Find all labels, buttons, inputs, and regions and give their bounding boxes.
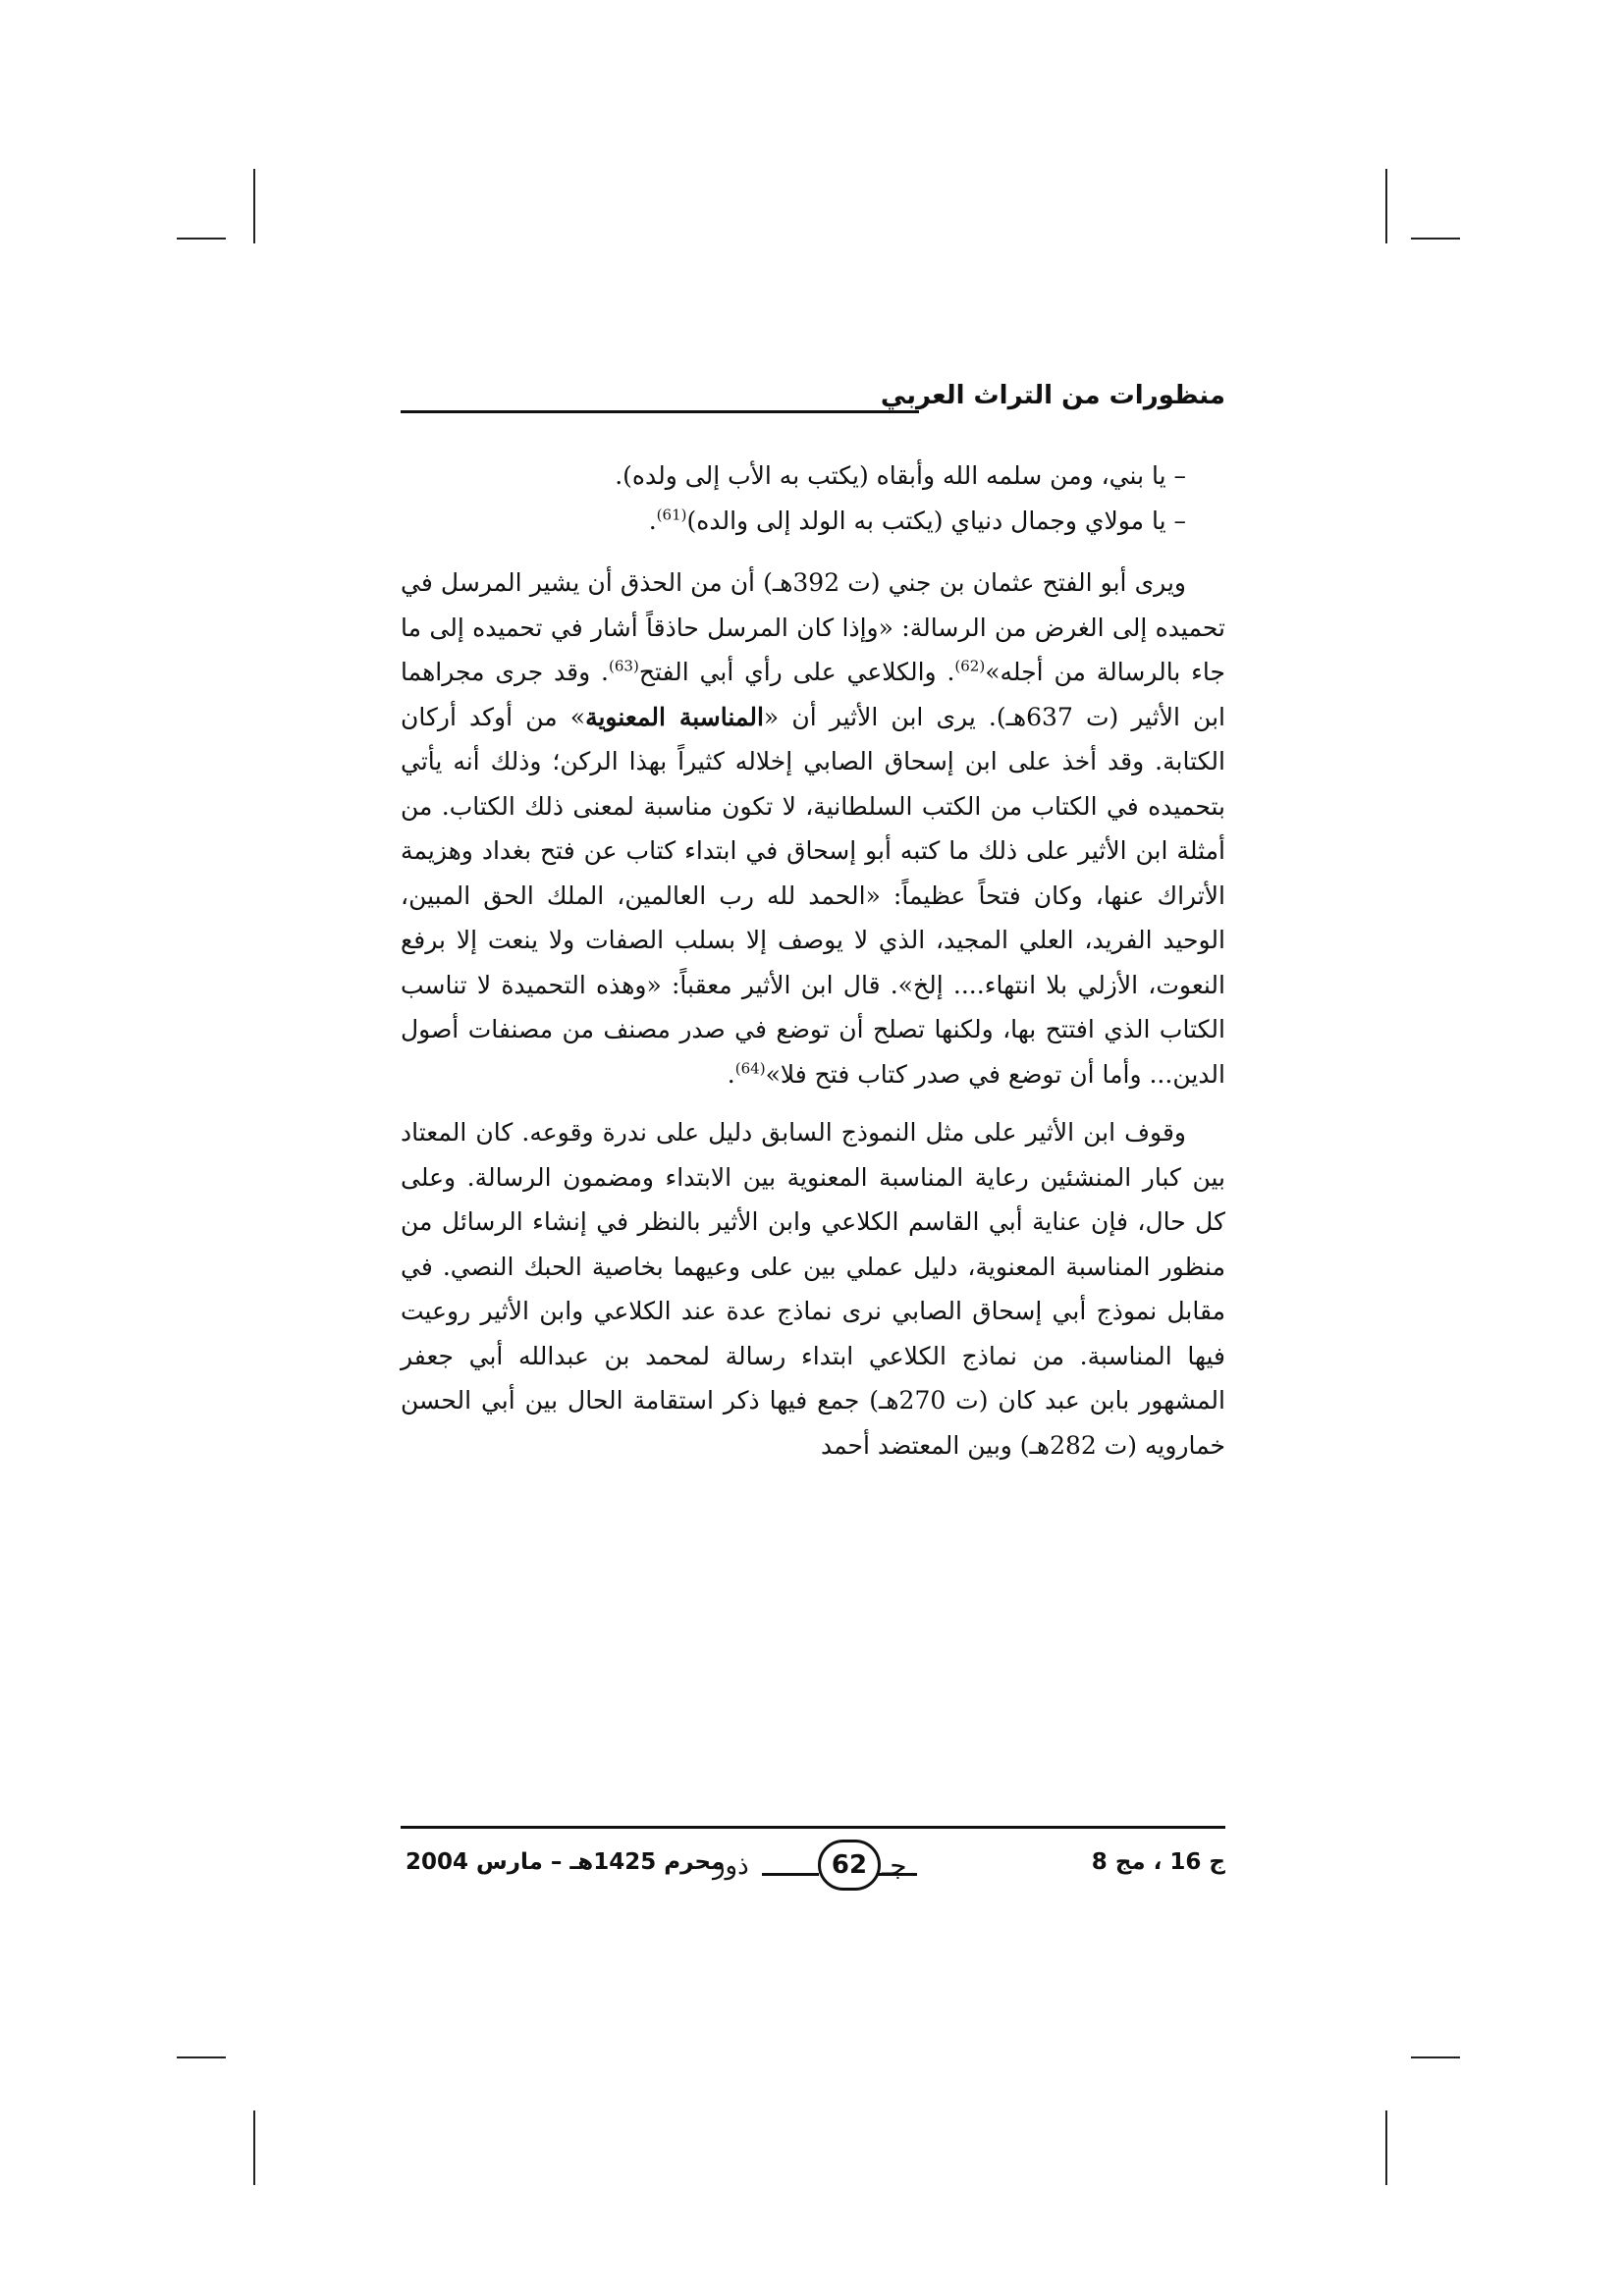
paragraph-1-part-2: . والكلاعي على رأي أبي الفتح xyxy=(638,658,955,686)
crop-mark-bottom-right-h xyxy=(1411,2056,1460,2058)
crop-mark-top-left xyxy=(253,169,255,243)
footer-logo-tail: ذور xyxy=(713,1851,749,1881)
footnote-ref-61: (61) xyxy=(656,506,687,524)
paragraph-1-part-1: ويرى أبو الفتح عثمان بن جني (ت 392هـ) أن من الحذق أن يشير المرسل في تحميده إلى الغرض من الرسالة: «وإذا كان المرسل حاذقاً أشار في تحميده إلى ما جاء بالرسالة من أجله» xyxy=(401,568,1225,686)
footnote-ref-64: (64) xyxy=(734,1059,766,1078)
footer-logo-head: جـ xyxy=(882,1849,907,1882)
crop-mark-bottom-left xyxy=(253,2110,255,2185)
body-text xyxy=(401,454,1225,1468)
paragraph-1-part-4: » من أوكد أركان الكتابة. وقد أخذ على ابن إسحاق الصابي إخلاله كثيراً بهذا الركن؛ وذلك أنه يأتي بتحميده في الكتاب من الكتب السلطانية، لا تكون مناسبة لمعنى ذلك الكتاب. من أمثلة ابن الأثير على ذلك ما كتبه أبو إسحاق في ابتداء كتاب عن فتح بغداد وهزيمة الأتراك عنها، وكان فتحاً عظيماً: «الحمد لله رب العالمين، الملك الحق المبين، الوحيد الفريد، العلي المجيد، الذي لا يوصف إلا بسلب الصفات ولا ينعت إلا برفع النعوت، الأزلي بلا انتهاء.... إلخ». قال ابن الأثير معقباً: «وهذه التحميدة لا تناسب الكتاب الذي افتتح بها، ولكنها تصلح أن توضع في صدر مصنف من مصنفات أصول الدين... وأما أن توضع في صدر كتاب فتح فلا» xyxy=(401,702,1225,1089)
paragraph-1 xyxy=(401,561,1225,1096)
paragraph-1-part-3: . وقد جرى مجراهما ابن الأثير (ت 637هـ). يرى ابن الأثير أن « xyxy=(401,658,1225,731)
dash-line-1: – يا بني، ومن سلمه الله وأبقاه (يكتب به الأب إلى ولده). xyxy=(615,461,1186,490)
page-footer xyxy=(401,1836,1225,1904)
crop-mark-bottom-right xyxy=(1385,2110,1387,2185)
dash-line-2-text: – يا مولاي وجمال دنياي (يكتب به الولد إلى والده) xyxy=(686,506,1186,535)
page-number: 62 xyxy=(818,1840,881,1891)
paragraph-1-part-5: . xyxy=(727,1059,735,1089)
footnote-ref-63: (63) xyxy=(609,657,639,675)
crop-mark-top-right xyxy=(1385,169,1387,243)
footnote-ref-62: (62) xyxy=(954,657,986,675)
footer-issue: ج 16 ، مج 8 xyxy=(1091,1849,1225,1875)
paragraph-2: وقوف ابن الأثير على مثل النموذج السابق دليل على ندرة وقوعه. كان المعتاد بين كبار المنشئين رعاية المناسبة المعنوية بين الابتداء ومضمون الرسالة. وعلى كل حال، فإن عناية أبي القاسم الكلاعي وابن الأثير بالنظر في إنشاء الرسائل من منظور المناسبة المعنوية، دليل عملي بين على وعيهما بخاصية الحبك النصي. في مقابل نموذج أبي إسحاق الصابي نرى نماذج عدة عند الكلاعي وابن الأثير روعيت فيها المناسبة. من نماذج الكلاعي ابتداء رسالة لمحمد بن عبدالله أبي جعفر المشهور بابن عبد كان (ت 270هـ) جمع فيها ذكر استقامة الحال بين أبي الحسن خمارويه (ت 282هـ) وبين المعتضد أحمد xyxy=(401,1118,1225,1460)
crop-mark-bottom-left-h xyxy=(177,2056,226,2058)
crop-mark-top-left-h xyxy=(177,238,226,240)
footer-date: محرم 1425هـ – مارس 2004 xyxy=(406,1849,726,1875)
dash-line-2: – يا مولاي وجمال دنياي (يكتب به الولد إلى والده)$^{(61)}$. xyxy=(648,506,1186,535)
header-rule xyxy=(401,410,919,413)
footer-rule xyxy=(401,1826,1225,1829)
book-page xyxy=(401,363,1225,1934)
running-header-title: منظورات من التراث العربي xyxy=(880,381,1225,410)
footer-logo-stroke-left xyxy=(762,1873,819,1876)
bold-term: المناسبة المعنوية xyxy=(585,702,764,731)
crop-mark-top-right-h xyxy=(1411,238,1460,240)
running-header xyxy=(401,375,1225,434)
